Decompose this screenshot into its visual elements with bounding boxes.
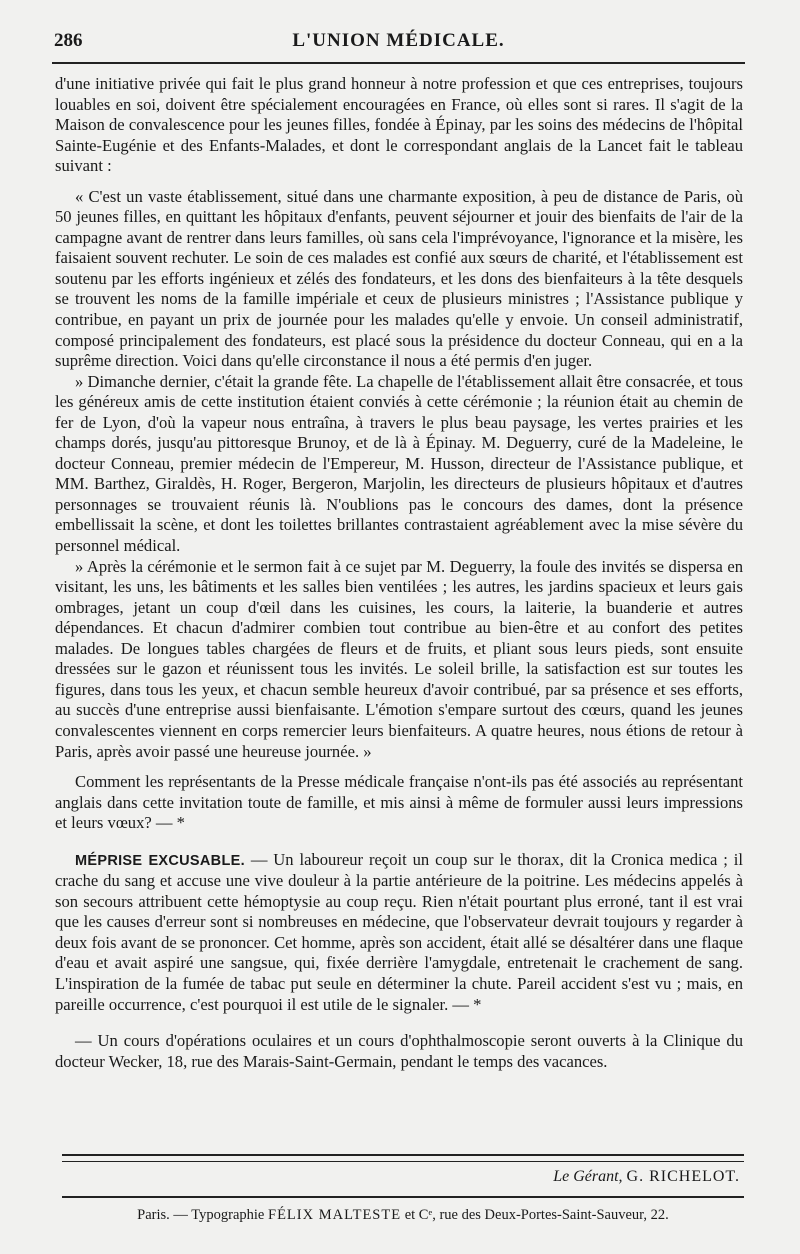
signature-role: Le Gérant, (553, 1168, 623, 1185)
paragraph-quote-2: » Dimanche dernier, c'était la grande fête. La chapelle de l'établissement allait être consacrée, et tous les généreux amis de cette institution étaient conviés à cette cérémonie ; la réunion était au chemin de fer de Lyon, d'où la vapeur nous entraîna, à travers le plus beau paysage, les vertes prairies et les champs dorés, jusqu'au pittoresque Brunoy, et de là à Épinay. M. Deguerry, curé de la Madeleine, le docteur Conneau, premier médecin de l'Empereur, M. Husson, directeur de l'Assistance publique, et MM. Barthez, Giraldès, H. Roger, Bergeron, Marjolin, les directeurs de plusieurs hôpitaux et d'autres personnages se trouvaient réunis là. N'oublions pas le concours des dames, dont la présence embellissait la scène, et dont les toilettes brillantes contrastaient agréablement avec la mise sévère du personnel médical. (55, 371, 743, 556)
imprint-city: Paris. — (137, 1207, 188, 1223)
paragraph-quote-3: » Après la cérémonie et le sermon fait à ce sujet par M. Deguerry, la foule des invités se dispersa en visitant, les uns, les bâtiments et les salles bien ventilées ; les autres, les jardins spacieux et leurs gais ombrages, jetant un coup d'œil dans les cuisines, les cours, la laiterie, la buanderie et autres dépendances. Et chacun d'admirer combien tout contribue au bien-être et au confort des petites malades. De longues tables chargées de fleurs et de fruits, et pliant sous leurs pieds, sont ensuite dressées sur le gazon et réunissent tous les invités. Le soleil brille, la satisfaction est sur toutes les figures, dans tous les yeux, et chacun semble heureux d'avoir contribué, par sa présence et ses efforts, au succès d'une entreprise aussi bienfaisante. L'émotion s'empare surtout des cœurs, quand les jeunes convalescentes viennent en corps remercier leurs bienfaiteurs. A quatre heures, nous étions de retour à Paris, après avoir passé une heureuse journée. » (55, 556, 743, 761)
footer-rule (62, 1196, 744, 1198)
item-heading: MÉPRISE EXCUSABLE. (75, 852, 245, 869)
imprint-label: Typographie (191, 1207, 265, 1223)
paragraph-meprise (55, 850, 743, 1015)
paragraph-cours: — Un cours d'opérations oculaires et un cours d'ophthalmoscopie seront ouverts à la Clinique du docteur Wecker, 18, rue des Marais-Saint-Germain, pendant le temps des vacances. (55, 1031, 743, 1071)
paragraph-meprise-text: — Un laboureur reçoit un coup sur le thorax, dit la Cronica medica ; il crache du sang et accuse une vive douleur à la partie antérieure de la poitrine. Les médecins appelés à son secours attribuent cette hémoptysie au coup reçu. Rien n'était pourtant plus erroné, tant il est vrai que les causes d'erreur sont si nombreuses en médecine, que l'observateur devrait toujours y regarder à deux fois avant de se prononcer. Cet homme, après son accident, était allé se désaltérer dans une flaque d'eau et avait aspiré une sangsue, qui, fixée derrière l'amygdale, entretenait le crachement de sang. L'inspiration de la fumée de tabac put seule en déterminer la chute. Pareil accident s'est vu ; mais, en pareille occurrence, c'est pourquoi il est utile de le signaler. — * (55, 849, 743, 1014)
page-number: 286 (54, 30, 83, 51)
imprint-rest: et Cᵉ, rue des Deux-Portes-Saint-Sauveur, 22. (404, 1207, 669, 1223)
paragraph-intro: d'une initiative privée qui fait le plus grand honneur à notre profession et que ces entreprises, toujours louables en soi, doivent être spécialement encouragées en France, où elles sont si rares. Il s'agit de la Maison de convalescence pour les jeunes filles, fondée à Épinay, par les soins des médecins de l'hôpital Sainte-Eugénie et des Enfants-Malades, et dont le correspondant anglais de la Lancet fait le tableau suivant : (55, 74, 743, 176)
article-body (55, 74, 743, 1072)
signature (553, 1168, 740, 1186)
running-title: L'UNION MÉDICALE. (292, 30, 505, 51)
signature-name: G. RICHELOT. (626, 1168, 740, 1185)
printer-imprint (62, 1207, 744, 1224)
footer-double-rule (62, 1154, 744, 1162)
imprint-printer: FÉLIX MALTESTE (268, 1207, 402, 1223)
paragraph-comment: Comment les représentants de la Presse médicale française n'ont-ils pas été associés au représentant anglais dans cette invitation toute de famille, et mis ainsi à même de formuler aussi leurs impressions et leurs vœux? — * (55, 772, 743, 833)
page-header (52, 26, 745, 64)
paragraph-quote-1: « C'est un vaste établissement, situé dans une charmante exposition, à peu de distance de Paris, où 50 jeunes filles, en quittant les hôpitaux d'enfants, peuvent séjourner et jouir des bienfaits de l'air de la campagne avant de rentrer dans leurs familles, où sans cela l'imprévoyance, l'ignorance et la misère, les faisaient souvent rechuter. Le soin de ces malades est confié aux sœurs de charité, et l'établissement est soutenu par les efforts ingénieux et zélés des fondateurs, et les dons des bienfaiteurs à la tête desquels se trouvent les noms de la famille impériale et ceux de plusieurs ministres ; l'Assistance publique y contribue, en payant un prix de journée pour les malades qu'elle y envoie. Un conseil administratif, composé principalement des fondateurs, est placé sous la présidence du docteur Conneau, qui en a la suprême direction. Voici dans qu'elle circonstance il nous a été permis d'en juger. (55, 186, 743, 371)
